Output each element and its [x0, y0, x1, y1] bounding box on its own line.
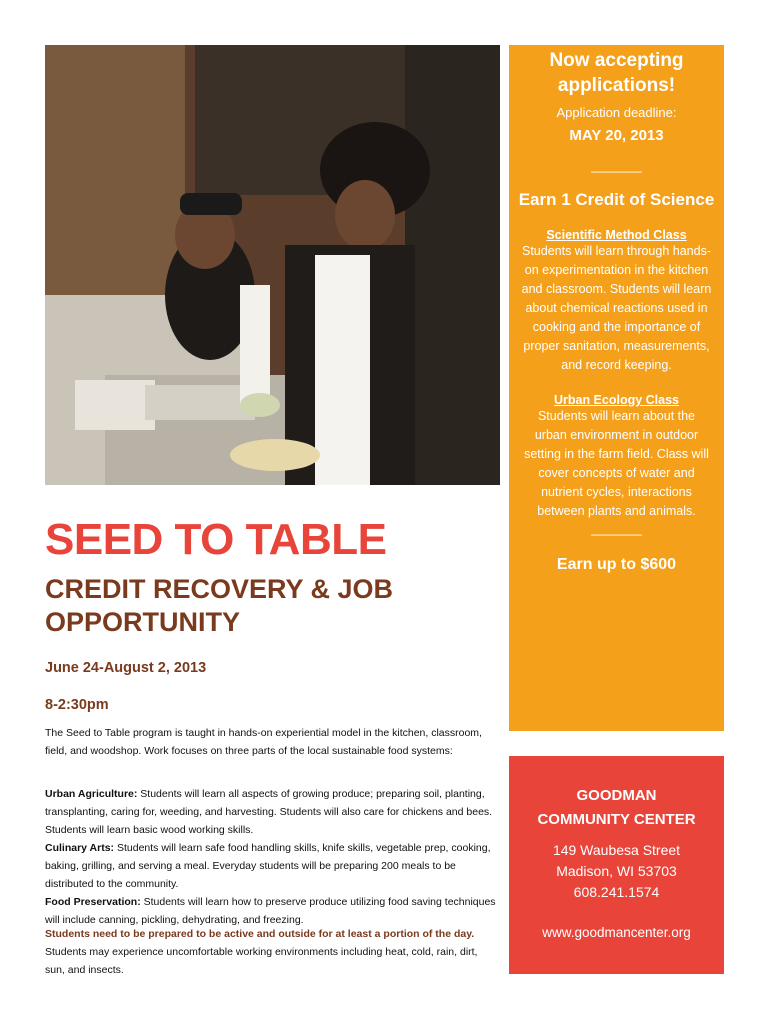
- website-link[interactable]: www.goodmancenter.org: [542, 925, 691, 940]
- urban-agriculture-text: Students will learn all aspects of growing produce; preparing soil, planting, transplanting, caring for, weeding, and harvesting. Students will also care for chickens and bees. Students will learn basic wood working skills.: [45, 788, 493, 836]
- urban-agriculture-label: Urban Agriculture:: [45, 788, 138, 800]
- separator: _______: [591, 521, 642, 536]
- food-preservation-label: Food Preservation:: [45, 896, 141, 908]
- program-intro: The Seed to Table program is taught in hands-on experiential model in the kitchen, classroom, field, and woodshop. Work focuses on three parts of the local sustainable food systems:: [45, 727, 482, 757]
- credit-heading: Earn 1 Credit of Science: [518, 190, 715, 209]
- activity-warning: [45, 925, 500, 979]
- address: [509, 840, 724, 903]
- warning-bold: Students need to be prepared to be active and outside for at least a portion of the day.: [45, 928, 475, 940]
- org-name: [509, 784, 724, 832]
- deadline-date: MAY 20, 2013: [569, 127, 664, 144]
- scientific-method-title: Scientific Method Class: [546, 228, 687, 242]
- page-title: SEED TO TABLE: [45, 515, 387, 564]
- program-details: [45, 785, 500, 929]
- phone-number: 608.241.1574: [573, 884, 660, 900]
- warning-text: Students may experience uncomfortable working environments including heat, cold, rain, dirt, sun, and insects.: [45, 946, 478, 976]
- urban-ecology-title: Urban Ecology Class: [553, 393, 680, 407]
- city-address: Madison, WI 53703: [556, 863, 677, 879]
- org-name-line2: COMMUNITY CENTER: [537, 811, 696, 828]
- street-address: 149 Waubesa Street: [552, 842, 681, 858]
- culinary-arts-item: [45, 839, 500, 893]
- culinary-arts-text: Students will learn safe food handling skills, knife skills, vegetable prep, cooking, baking, grilling, and serving a meal. Everyday students will be preparing 200 meals to be distributed to the community.: [45, 842, 491, 890]
- now-accepting-heading: Now accepting applications!: [549, 50, 684, 96]
- kitchen-students-photo: [45, 45, 500, 485]
- application-info-panel: [509, 45, 724, 731]
- earn-money-heading: Earn up to $600: [556, 556, 677, 573]
- org-name-line1: GOODMAN: [576, 787, 657, 804]
- food-preservation-text: Students will learn how to preserve produce utilizing food saving techniques will include canning, pickling, dehydrating, and freezing.: [45, 896, 496, 926]
- culinary-arts-label: Culinary Arts:: [45, 842, 115, 854]
- page-subtitle: CREDIT RECOVERY & JOB OPPORTUNITY: [45, 574, 394, 637]
- urban-ecology-description: Students will learn about the urban environment in outdoor setting in the farm field. Class will cover concepts of water and nutrient cycles, interactions between plants and animals.: [524, 409, 709, 518]
- program-hours: 8-2:30pm: [45, 697, 109, 713]
- deadline-label: Application deadline:: [556, 105, 677, 120]
- food-preservation-item: [45, 893, 500, 929]
- urban-agriculture-item: [45, 785, 500, 839]
- program-dates: June 24-August 2, 2013: [45, 660, 207, 676]
- scientific-method-description: Students will learn through hands-on experimentation in the kitchen and classroom. Students will learn about chemical reactions used in cooking and the importance of proper sanitation, measurements, and record keeping.: [521, 244, 712, 372]
- separator: _______: [591, 158, 642, 173]
- contact-panel: [509, 756, 724, 974]
